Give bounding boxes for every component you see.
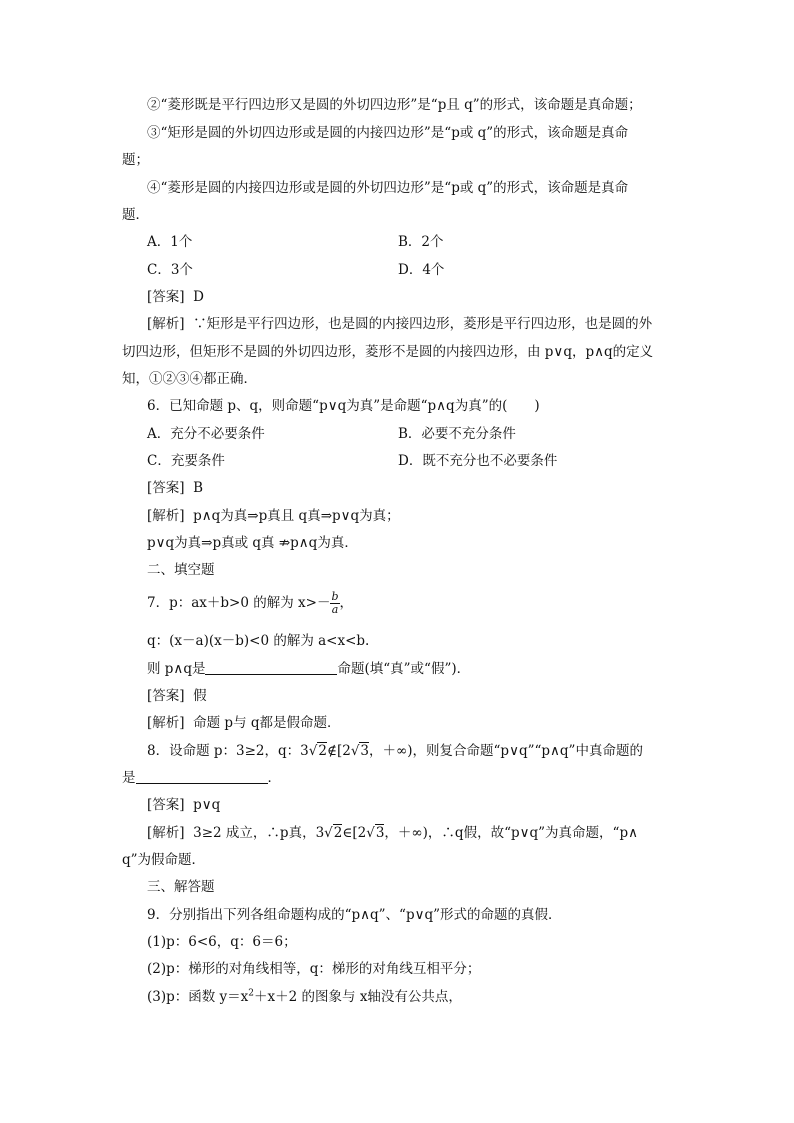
analysis-line	[147, 503, 400, 530]
stem-text: ，＋∞)，则复合命题“p∨q”“p∧q”中真命题的	[369, 743, 643, 759]
analysis-tag: [解析]	[147, 316, 185, 332]
analysis-line	[147, 311, 652, 338]
stem-text: 命题(填“真”或“假”)．	[337, 661, 471, 677]
fraction-numerator: b	[331, 590, 339, 603]
sub-question-1: (1)p：6<6，q：6＝6；	[147, 934, 297, 950]
radicand: 3	[360, 743, 370, 759]
answer-tag: [答案]	[147, 480, 185, 496]
question-7-ask	[147, 656, 470, 683]
text-line: 题；	[122, 152, 149, 168]
option-a: A．充分不必要条件	[147, 426, 265, 442]
answer-blank	[136, 769, 268, 784]
radicand: 2	[333, 825, 343, 841]
option-b: B．必要不充分条件	[398, 426, 516, 442]
question-7-stem	[147, 590, 353, 617]
option-a: A．1个	[147, 234, 193, 250]
answer-tag: [答案]	[147, 688, 185, 704]
answer-tag: [答案]	[147, 797, 185, 813]
answer-value: B	[193, 480, 204, 496]
text-line: ③“矩形是圆的外切四边形或是圆的内接四边形”是“p或 q”的形式，该命题是真命	[147, 125, 629, 141]
analysis-text: ，＋∞)，∴q假，故“p∨q”为真命题，“p∧	[384, 825, 638, 841]
answer-line	[147, 475, 203, 502]
stem-text: 则 p∧q是	[147, 661, 206, 677]
stem-text: 8．设命题 p：3≥2，q：3	[147, 743, 309, 759]
analysis-text: 3≥2 成立，∴p真，3	[193, 825, 325, 841]
section-heading: 三、解答题	[147, 879, 215, 895]
text-line: q”为假命题．	[122, 852, 206, 868]
answer-line	[147, 792, 220, 819]
analysis-line	[147, 710, 341, 737]
stem-text: ∉[2	[326, 743, 351, 759]
answer-line	[147, 284, 204, 311]
stem-text: 是	[122, 770, 136, 786]
text-line: q：(x－a)(x－b)<0 的解为 a<x<b.	[147, 633, 370, 649]
option-b: B．2个	[398, 234, 444, 250]
stem-text: ＋x＋2 的图象与 x轴没有公共点，	[254, 989, 462, 1005]
stem-text: ，	[339, 595, 353, 611]
answer-line	[147, 683, 207, 710]
question-9-stem: 9．分别指出下列各组命题构成的“p∧q”、“p∨q”形式的命题的真假．	[147, 907, 562, 923]
question-6-stem: 6．已知命题 p、q，则命题“p∨q为真”是命题“p∧q为真”的( )	[147, 398, 540, 414]
fraction-denominator: a	[331, 603, 339, 616]
radicand: 3	[375, 825, 385, 841]
answer-tag: [答案]	[147, 289, 185, 305]
analysis-tag: [解析]	[147, 825, 185, 841]
option-d: D．4个	[398, 262, 445, 278]
section-heading: 二、填空题	[147, 562, 215, 578]
sub-question-3	[147, 984, 462, 1011]
text-line: 知，①②③④都正确．	[122, 371, 257, 387]
analysis-text: p∧q为真⇒p真且 q真⇒p∨q为真；	[193, 508, 400, 524]
text-line: 题．	[122, 207, 149, 223]
question-8-stem-cont	[122, 765, 281, 792]
analysis-text: ∵矩形是平行四边形，也是圆的内接四边形，菱形是平行四边形，也是圆的外	[193, 316, 653, 332]
analysis-line: [解析] 3≥2 成立，∴p真，3√2∈[2√3，＋∞)，∴q假，故“p∨q”为真命题，“p∧	[147, 825, 638, 841]
question-8-stem: 8．设命题 p：3≥2，q：3√2∉[2√3，＋∞)，则复合命题“p∨q”“p∧q”中真命题的	[147, 743, 643, 759]
option-c: C．3个	[147, 262, 193, 278]
stem-text: ．	[267, 770, 281, 786]
text-line: ④“菱形是圆的内接四边形或是圆的外切四边形”是“p或 q”的形式，该命题是真命	[147, 180, 629, 196]
text-line: ②“菱形既是平行四边形又是圆的外切四边形”是“p且 q”的形式，该命题是真命题；	[147, 97, 642, 113]
analysis-tag: [解析]	[147, 508, 185, 524]
answer-value: 假	[193, 688, 207, 704]
option-c: C．充要条件	[147, 453, 225, 469]
text-line: p∨q为真⇒p真或 q真 ⇏p∧q为真．	[147, 535, 358, 551]
radicand: 2	[318, 743, 327, 759]
stem-text: (3)p：函数 y＝x	[147, 989, 249, 1005]
answer-value: p∨q	[193, 797, 221, 813]
answer-value: D	[193, 289, 204, 305]
option-d: D．既不充分也不必要条件	[398, 453, 558, 469]
analysis-text: 命题 p与 q都是假命题．	[193, 715, 341, 731]
text-line: 切四边形，但矩形不是圆的外切四边形，菱形不是圆的内接四边形，由 p∨q，p∧q的定义	[122, 344, 654, 360]
stem-text: 7．p：ax＋b>0 的解为 x>－	[147, 595, 331, 611]
fraction	[330, 591, 339, 616]
analysis-tag: [解析]	[147, 715, 185, 731]
answer-blank	[205, 660, 337, 675]
analysis-text: ∈[2	[342, 825, 367, 841]
exponent: 2	[248, 988, 255, 999]
sub-question-2: (2)p：梯形的对角线相等，q：梯形的对角线互相平分；	[147, 961, 481, 977]
